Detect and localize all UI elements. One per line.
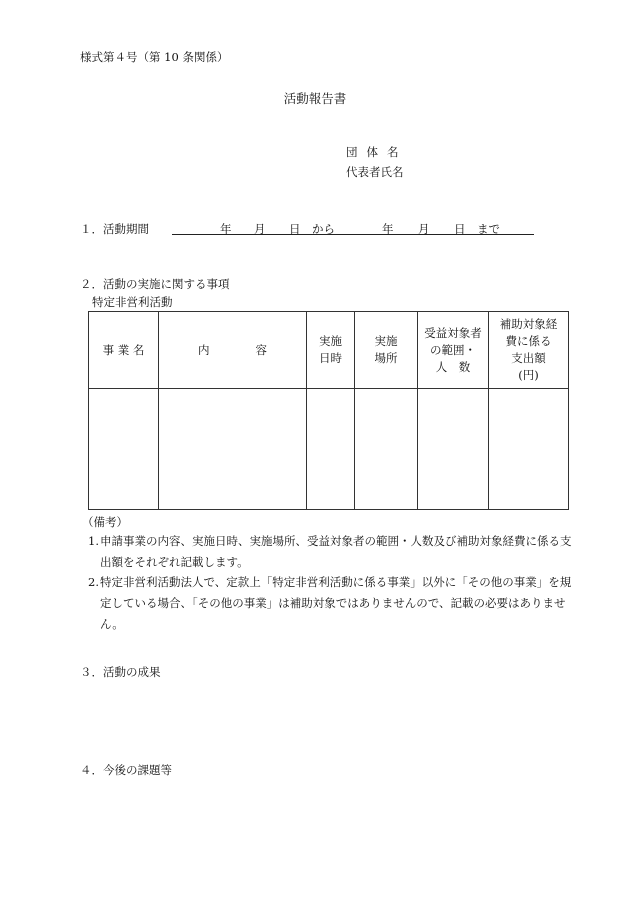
notes-label: （備考） bbox=[82, 515, 128, 529]
table-row bbox=[89, 389, 569, 510]
period-end-month: 月 bbox=[418, 222, 430, 236]
table-header-row bbox=[89, 312, 569, 389]
period-end-day: 日 bbox=[454, 222, 466, 236]
note-item bbox=[88, 572, 580, 635]
note-number: 2. bbox=[88, 575, 99, 589]
organization-name-label: 団体名 bbox=[346, 145, 408, 159]
cell-project-name[interactable] bbox=[89, 389, 159, 510]
document-title: 活動報告書 bbox=[283, 91, 347, 106]
header-beneficiaries: 受益対象者 の範囲・ 人 数 bbox=[418, 312, 489, 389]
section-2-subheading: 特定非営利活動 bbox=[92, 295, 173, 309]
representative-name-label: 代表者氏名 bbox=[346, 165, 404, 179]
cell-date[interactable] bbox=[307, 389, 355, 510]
period-end-year: 年 bbox=[382, 222, 394, 236]
period-to: まで bbox=[477, 222, 500, 236]
header-project-name: 事 業 名 bbox=[89, 312, 159, 389]
section-4-heading: ４．今後の課題等 bbox=[80, 763, 172, 777]
header-place: 実施 場所 bbox=[355, 312, 418, 389]
note-text: 申請事業の内容、実施日時、実施場所、受益対象者の範囲・人数及び補助対象経費に係る支出額をそれぞれ記載します。 bbox=[100, 534, 572, 569]
period-from: から bbox=[312, 222, 335, 236]
cell-place[interactable] bbox=[355, 389, 418, 510]
form-number: 様式第４号（第 10 条関係） bbox=[80, 50, 229, 64]
cell-expenditure[interactable] bbox=[489, 389, 569, 510]
note-number: 1. bbox=[88, 534, 99, 548]
section-2-heading: ２．活動の実施に関する事項 bbox=[80, 277, 230, 291]
header-date: 実施 日時 bbox=[307, 312, 355, 389]
section-1-heading: １．活動期間 bbox=[80, 222, 149, 236]
header-expenditure: 補助対象経 費に係る 支出額 (円) bbox=[489, 312, 569, 389]
header-content: 内 容 bbox=[159, 312, 307, 389]
note-item bbox=[88, 531, 580, 573]
section-3-heading: ３．活動の成果 bbox=[80, 665, 161, 679]
note-text: 特定非営利活動法人で、定款上「特定非営利活動に係る事業」以外に「その他の事業」を規定している場合、「その他の事業」は補助対象ではありませんので、記載の必要はありません。 bbox=[100, 575, 572, 631]
period-start-month: 月 bbox=[254, 222, 266, 236]
cell-beneficiaries[interactable] bbox=[418, 389, 489, 510]
activity-table bbox=[88, 311, 569, 510]
period-start-day: 日 bbox=[289, 222, 301, 236]
cell-content[interactable] bbox=[159, 389, 307, 510]
period-start-year: 年 bbox=[220, 222, 232, 236]
